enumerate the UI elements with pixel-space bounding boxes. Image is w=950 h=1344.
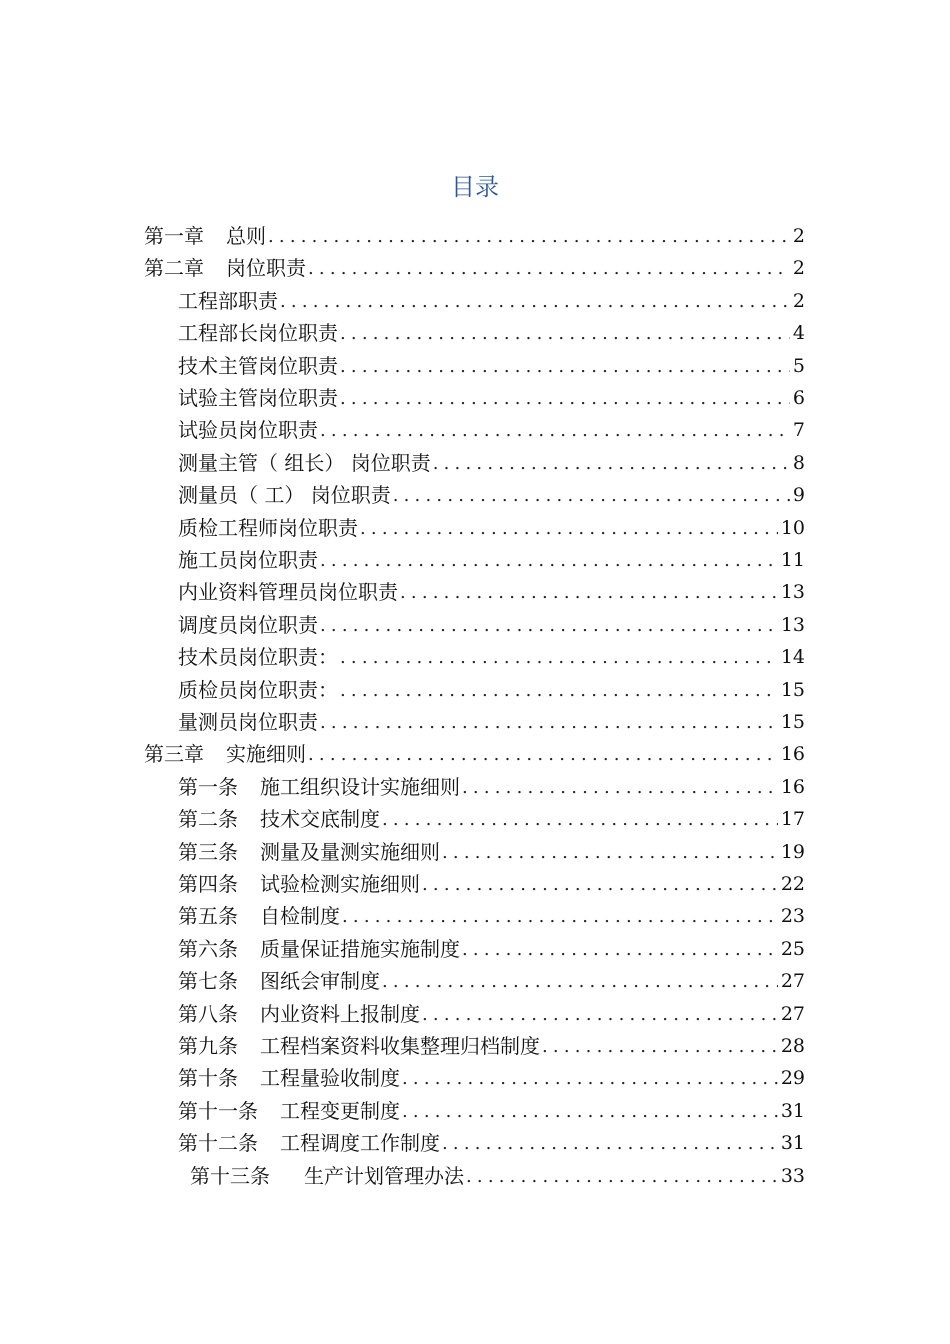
- toc-entry-text: 图纸会审制度: [260, 969, 380, 994]
- toc-entry-gap: [204, 254, 226, 282]
- toc-entry-number: 第十一条: [178, 1098, 258, 1123]
- toc-dot-leader: [542, 1034, 778, 1060]
- toc-entry[interactable]: [178, 445, 805, 477]
- toc-entry-number: 第十条: [178, 1066, 238, 1091]
- toc-entry-label: [178, 1000, 420, 1028]
- toc-title: 目录: [451, 173, 499, 201]
- toc-entry-label: [178, 384, 338, 412]
- toc-entry-number: 第十二条: [178, 1131, 258, 1156]
- toc-page-number: 23: [780, 905, 805, 928]
- toc-dot-leader: [400, 580, 778, 606]
- toc-page-number: 33: [780, 1164, 805, 1187]
- toc-entry-label: [178, 1097, 400, 1125]
- toc-page-number: 16: [780, 775, 805, 798]
- toc-entry-label: [178, 838, 440, 866]
- toc-entry-gap: [238, 1064, 260, 1092]
- toc-dot-leader: [466, 1164, 778, 1190]
- toc-entry-label: [178, 773, 460, 801]
- toc-entry-number: 第二章: [144, 256, 204, 281]
- toc-entry-number: 第一章: [144, 224, 204, 248]
- toc-page-number: 2: [792, 289, 805, 312]
- toc-page-number: 8: [792, 451, 805, 474]
- toc-entry-number: 第十三条: [190, 1163, 270, 1188]
- toc-entry[interactable]: [178, 574, 805, 606]
- toc-entry[interactable]: [178, 769, 805, 801]
- toc-page-number: 9: [792, 484, 805, 507]
- toc-dot-leader: [340, 321, 790, 347]
- toc-page-number: 22: [780, 873, 805, 895]
- toc-entry-text: 工程档案资料收集整理归档制度: [260, 1034, 540, 1058]
- toc-entry-text: 生产计划管理办法: [304, 1163, 464, 1188]
- toc-page-number: 14: [780, 646, 805, 669]
- toc-entry-number: 第八条: [178, 1001, 238, 1026]
- toc-dot-leader: [280, 289, 790, 315]
- toc-entry-label: [178, 514, 358, 542]
- toc-entry-text: 技术员岗位职责：: [178, 645, 338, 670]
- toc-dot-leader: [340, 678, 778, 704]
- toc-page-number: 27: [780, 1002, 805, 1025]
- toc-dot-leader: [382, 807, 778, 833]
- toc-entry[interactable]: [178, 704, 805, 736]
- toc-entry-label: [144, 254, 306, 282]
- toc-entry[interactable]: [178, 315, 805, 347]
- toc-entry-text: 技术交底制度: [260, 807, 380, 832]
- toc-dot-leader: [422, 872, 778, 898]
- toc-entry[interactable]: [178, 607, 805, 639]
- toc-entry-text: 内业资料管理员岗位职责: [178, 580, 398, 605]
- toc-entry[interactable]: [144, 736, 805, 768]
- toc-entry[interactable]: [178, 1028, 805, 1060]
- toc-entry[interactable]: [190, 1158, 805, 1190]
- toc-entry-label: [178, 643, 338, 671]
- toc-entry-gap: [238, 967, 260, 995]
- toc-entry[interactable]: [178, 801, 805, 833]
- toc-page-number: 7: [792, 419, 805, 442]
- toc-entry-text: 测量主管（ 组长） 岗位职责: [178, 450, 431, 475]
- toc-entry-label: [190, 1162, 464, 1190]
- toc-entry-number: 第七条: [178, 969, 238, 994]
- toc-entry-gap: [238, 838, 260, 866]
- toc-entry[interactable]: [178, 412, 805, 444]
- toc-dot-leader: [433, 451, 790, 477]
- toc-entry-label: [178, 449, 431, 477]
- toc-page-number: 29: [780, 1067, 805, 1090]
- toc-dot-leader: [393, 483, 790, 509]
- toc-page-number: 11: [780, 549, 805, 571]
- toc-entry-text: 质检员岗位职责：: [178, 677, 338, 702]
- toc-page-number: 13: [780, 581, 805, 604]
- toc-entry-text: 工程变更制度: [280, 1098, 400, 1123]
- toc-page-number: 25: [780, 937, 805, 960]
- toc-page-number: 15: [780, 711, 805, 733]
- toc-page-number: 16: [780, 743, 805, 766]
- toc-entry-number: 第三章: [144, 742, 204, 767]
- toc-entry[interactable]: [178, 931, 805, 963]
- toc-entry-label: [178, 708, 318, 736]
- toc-dot-leader: [462, 775, 778, 801]
- toc-entry[interactable]: [144, 218, 805, 250]
- toc-entry-label: [178, 1064, 400, 1092]
- toc-entry[interactable]: [178, 1060, 805, 1092]
- toc-entry-gap: [238, 870, 260, 898]
- toc-entry-gap: [238, 805, 260, 833]
- toc-entry-gap: [204, 740, 226, 768]
- toc-page-number: 31: [780, 1132, 805, 1155]
- toc-dot-leader: [402, 1066, 778, 1092]
- toc-entry[interactable]: [178, 866, 805, 898]
- toc-dot-leader: [340, 354, 790, 380]
- toc-entry-label: [178, 546, 318, 574]
- toc-entry-number: 第四条: [178, 872, 238, 896]
- toc-dot-leader: [340, 386, 790, 412]
- toc-entry-text: 试验主管岗位职责: [178, 386, 338, 410]
- toc-entry[interactable]: [178, 898, 805, 930]
- toc-entry-text: 试验检测实施细则: [260, 872, 420, 896]
- toc-dot-leader: [320, 548, 778, 574]
- toc-entry-text: 工程量验收制度: [260, 1066, 400, 1091]
- toc-dot-leader: [340, 645, 778, 671]
- toc-dot-leader: [442, 840, 778, 866]
- toc-entry-label: [178, 481, 391, 509]
- toc-page-number: 27: [780, 970, 805, 993]
- toc-dot-leader: [320, 710, 778, 736]
- toc-entry[interactable]: [178, 348, 805, 380]
- toc-dot-leader: [382, 969, 778, 995]
- toc-entry-gap: [238, 935, 260, 963]
- toc-entry[interactable]: [144, 250, 805, 282]
- toc-entry-label: [178, 1129, 440, 1157]
- toc-entry-label: [178, 1032, 540, 1060]
- toc-entry-number: 第一条: [178, 774, 238, 799]
- toc-entry[interactable]: [178, 834, 805, 866]
- toc-page-number: 2: [792, 257, 805, 280]
- toc-entry[interactable]: [178, 510, 805, 542]
- toc-page-number: 10: [780, 516, 805, 539]
- toc-entry-gap: [258, 1129, 280, 1157]
- toc-entry-text: 工程调度工作制度: [280, 1131, 440, 1156]
- toc-dot-leader: [308, 256, 790, 282]
- toc-entry-text: 施工员岗位职责: [178, 548, 318, 572]
- toc-entry[interactable]: [178, 963, 805, 995]
- toc-entry-text: 施工组织设计实施细则: [260, 774, 460, 799]
- toc-entry-label: [178, 352, 338, 380]
- toc-entry-label: [178, 676, 338, 704]
- toc-entry[interactable]: [178, 639, 805, 671]
- toc-page-number: 17: [780, 808, 805, 831]
- toc-dot-leader: [308, 742, 778, 768]
- toc-dot-leader: [462, 937, 778, 963]
- toc-entry-label: [178, 578, 398, 606]
- toc-page-number: 19: [780, 840, 805, 863]
- toc-dot-leader: [402, 1099, 778, 1125]
- toc-entry-label: [178, 805, 380, 833]
- toc-entry-label: [178, 902, 340, 930]
- toc-entry-label: [144, 222, 266, 250]
- toc-entry-text: 质检工程师岗位职责: [178, 515, 358, 540]
- toc-entry-gap: [238, 902, 260, 930]
- toc-page-number: 28: [780, 1035, 805, 1057]
- toc-entry-gap: [258, 1097, 280, 1125]
- toc-dot-leader: [320, 418, 790, 444]
- toc-entry-text: 工程部职责: [178, 288, 278, 313]
- toc-entry-text: 测量及量测实施细则: [260, 839, 440, 864]
- toc-entry-text: 岗位职责: [226, 256, 306, 281]
- toc-entry-label: [178, 967, 380, 995]
- toc-entry-label: [178, 287, 278, 315]
- toc-page-number: 13: [780, 613, 805, 636]
- toc-entry-text: 内业资料上报制度: [260, 1001, 420, 1026]
- toc-dot-leader: [342, 904, 778, 930]
- toc-dot-leader: [422, 1002, 778, 1028]
- toc-page-number: 4: [792, 322, 805, 345]
- toc-entry-text: 测量员（ 工） 岗位职责: [178, 483, 391, 508]
- toc-entry[interactable]: [178, 542, 805, 574]
- toc-entry-gap: [238, 1032, 260, 1060]
- toc-entry[interactable]: [178, 380, 805, 412]
- toc-entry-label: [178, 611, 318, 639]
- toc-entry-text: 调度员岗位职责: [178, 612, 318, 637]
- toc-entry[interactable]: [178, 477, 805, 509]
- toc-entry-text: 试验员岗位职责: [178, 418, 318, 443]
- toc-entry-text: 自检制度: [260, 904, 340, 929]
- toc-entry[interactable]: [178, 996, 805, 1028]
- toc-entry-text: 总则: [226, 224, 266, 248]
- toc-entry-gap: [270, 1162, 304, 1190]
- toc-entry-label: [178, 416, 318, 444]
- toc-page-number: 31: [780, 1099, 805, 1122]
- toc-entry-text: 量测员岗位职责: [178, 710, 318, 734]
- toc-page-number: 5: [792, 354, 805, 377]
- toc-dot-leader: [268, 224, 790, 250]
- toc-entry-label: [178, 870, 420, 898]
- toc-dot-leader: [442, 1131, 778, 1157]
- toc-entry[interactable]: [178, 672, 805, 704]
- toc-entry-text: 技术主管岗位职责: [178, 353, 338, 378]
- toc-page-number: 6: [792, 387, 805, 409]
- toc-entry-text: 质量保证措施实施制度: [260, 936, 460, 961]
- toc-entry-gap: [238, 1000, 260, 1028]
- toc-entry-label: [144, 740, 306, 768]
- toc-entry-gap: [238, 773, 260, 801]
- toc-entry-text: 工程部长岗位职责: [178, 321, 338, 346]
- toc-entry-label: [178, 935, 460, 963]
- toc-dot-leader: [320, 613, 778, 639]
- toc-page-number: 15: [780, 678, 805, 701]
- toc-entry-text: 实施细则: [226, 742, 306, 767]
- toc-entry-number: 第九条: [178, 1034, 238, 1058]
- toc-entry-number: 第二条: [178, 807, 238, 832]
- toc-entry[interactable]: [178, 283, 805, 315]
- toc-entry-number: 第三条: [178, 839, 238, 864]
- toc-entry-label: [178, 319, 338, 347]
- toc-entry-number: 第五条: [178, 904, 238, 929]
- toc-entry-gap: [204, 222, 226, 250]
- toc-entry-number: 第六条: [178, 936, 238, 961]
- toc-entry[interactable]: [178, 1093, 805, 1125]
- toc-page-number: 2: [792, 225, 805, 247]
- toc-dot-leader: [360, 516, 778, 542]
- toc-entry[interactable]: [178, 1125, 805, 1157]
